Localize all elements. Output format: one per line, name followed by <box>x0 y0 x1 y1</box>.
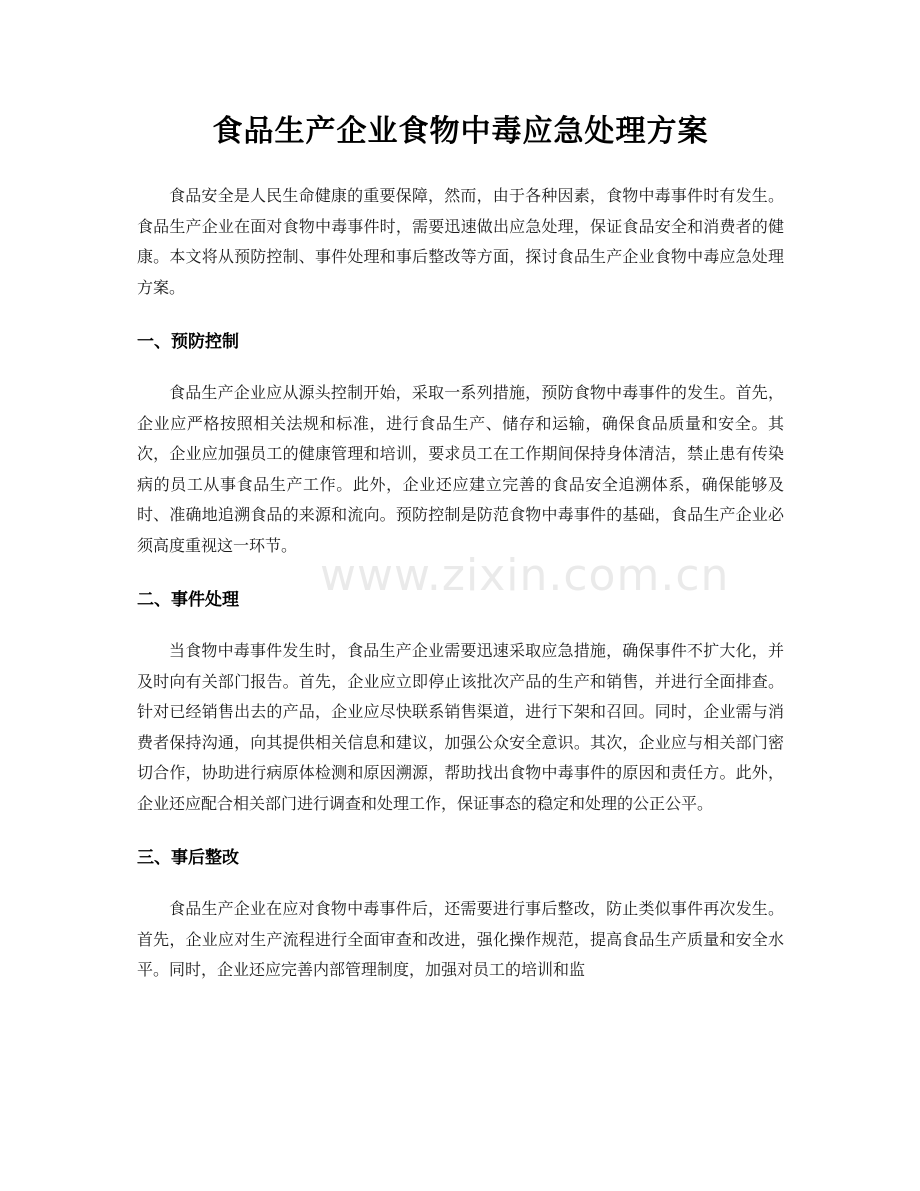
section-heading-prevention: 一、预防控制 <box>137 332 239 352</box>
section-body-prevention: 食品生产企业应从源头控制开始，采取一系列措施，预防食物中毒事件的发生。首先，企业应严格按照相关法规和标准，进行食品生产、储存和运输，确保食品质量和安全。其次，企业应加强员工的健康管理和培训，要求员工在工作期间保持身体清洁，禁止患有传染病的员工从事食品生产工作。此外，企业还应建立完善的食品安全追溯体系，确保能够及时、准确地追溯食品的来源和流向。预防控制是防范食物中毒事件的基础，食品生产企业必须高度重视这一环节。 <box>137 383 784 555</box>
document-title: 食品生产企业食物中毒应急处理方案 <box>212 114 709 149</box>
section-body-rectification: 食品生产企业在应对食物中毒事件后，还需要进行事后整改，防止类似事件再次发生。首先，企业应对生产流程进行全面审查和改进，强化操作规范，提高食品生产质量和安全水平。同时，企业还应完善内部管理制度，加强对员工的培训和监 <box>137 899 784 979</box>
section-heading-handling: 二、事件处理 <box>137 590 239 610</box>
intro-paragraph: 食品安全是人民生命健康的重要保障，然而，由于各种因素，食物中毒事件时有发生。食品生产企业在面对食物中毒事件时，需要迅速做出应急处理，保证食品安全和消费者的健康。本文将从预防控制、事件处理和事后整改等方面，探讨食品生产企业食物中毒应急处理方案。 <box>137 186 784 297</box>
watermark: www.zixin.com.cn <box>320 550 730 601</box>
section-body-handling: 当食物中毒事件发生时，食品生产企业需要迅速采取应急措施，确保事件不扩大化，并及时向有关部门报告。首先，企业应立即停止该批次产品的生产和销售，并进行全面排查。针对已经销售出去的产品，企业应尽快联系销售渠道，进行下架和召回。同时，企业需与消费者保持沟通，向其提供相关信息和建议，加强公众安全意识。其次，企业应与相关部门密切合作，协助进行病原体检测和原因溯源，帮助找出食物中毒事件的原因和责任方。此外，企业还应配合相关部门进行调查和处理工作，保证事态的稳定和处理的公正公平。 <box>137 641 784 813</box>
section-heading-rectification: 三、事后整改 <box>137 848 239 868</box>
